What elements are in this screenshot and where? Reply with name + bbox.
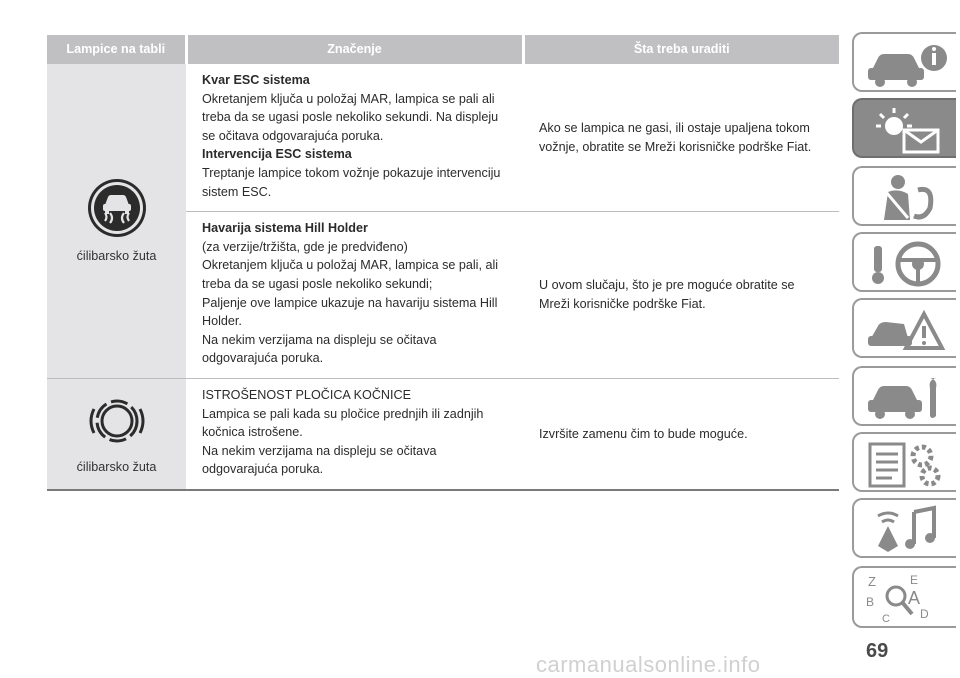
meaning-text: Okretanjem ključa u položaj MAR, lampica se pali, ali treba da se ugasi posle nekoliko sekundi; — [202, 258, 499, 291]
meaning-text: Paljenje ove lampice ukazuje na havariju sistema Hill Holder. — [202, 295, 498, 329]
header-action: Šta treba uraditi — [523, 35, 839, 64]
lamp-cell-brake-pads — [47, 378, 186, 489]
svg-text:D: D — [920, 607, 929, 621]
lamp-color-label: ćilibarsko žuta — [76, 459, 157, 474]
tab-car-info[interactable] — [852, 32, 956, 92]
meaning-cell-brake-pads — [186, 378, 523, 489]
tab-emergency[interactable] — [852, 298, 956, 358]
tab-alphabetical-index[interactable] — [852, 566, 956, 628]
maintenance-car-wrench-icon — [864, 372, 952, 424]
action-cell-hill-holder: U ovom slučaju, što je pre moguće obratite se Mreži korisničke podrške Fiat. — [523, 212, 839, 379]
svg-text:Z: Z — [868, 574, 876, 589]
svg-text:C: C — [882, 613, 890, 625]
meaning-cell-esc — [186, 64, 523, 212]
table-row — [47, 64, 839, 212]
lamp-color-label: ćilibarsko žuta — [76, 248, 157, 263]
meaning-text: Na nekim verzijama na displeju se očitava odgovarajuća poruka. — [202, 332, 437, 366]
meaning-text: Treptanje lampice tokom vožnje pokazuje intervenciju sistem ESC. — [202, 165, 501, 199]
tab-safety[interactable] — [852, 166, 956, 226]
meaning-title: Kvar ESC sistema — [202, 73, 310, 87]
action-cell-esc: Ako se lampica ne gasi, ili ostaje upaljena tokom vožnje, obratite se Mreži korisničke podrške Fiat. — [523, 64, 839, 212]
page-number: 69 — [866, 640, 889, 662]
car-info-icon — [864, 38, 952, 90]
table-row — [47, 378, 839, 489]
brake-pad-wear-icon — [86, 392, 148, 450]
tab-warning-lights[interactable] — [852, 98, 956, 158]
tab-starting-driving[interactable] — [852, 232, 956, 292]
warning-lights-table — [47, 35, 839, 491]
header-meaning: Značenje — [186, 35, 523, 64]
tab-maintenance[interactable] — [852, 366, 956, 426]
starting-driving-steering-icon — [864, 238, 952, 290]
meaning-cell-hill-holder — [186, 212, 523, 379]
meaning-title: Intervencija ESC sistema — [202, 147, 352, 162]
header-lamps: Lampice na tabli — [47, 35, 186, 64]
warning-lights-message-icon — [864, 104, 952, 156]
tab-technical-data[interactable] — [852, 432, 956, 492]
lamp-cell-esc — [47, 64, 186, 378]
alphabetical-index-search-icon — [864, 572, 952, 626]
safety-seatbelt-airbag-icon — [864, 172, 952, 224]
svg-text:E: E — [910, 573, 919, 587]
meaning-text: (za verzije/tržišta, gde je predviđeno) — [202, 239, 408, 254]
table-header-row — [47, 35, 839, 64]
meaning-text: Okretanjem ključa u položaj MAR, lampica se pali ali treba da se ugasi posle nekoliko sekundi. Na displeju se očitava odgovarajuća poruka. — [202, 91, 499, 143]
meaning-title: ISTROŠENOST PLOČICA KOČNICE — [202, 387, 412, 402]
emergency-accident-icon — [864, 304, 952, 356]
meaning-text: Lampica se pali kada su pločice prednjih ili zadnjih kočnica istrošene. — [202, 406, 484, 440]
meaning-text: Na nekim verzijama na displeju se očitava odgovarajuća poruka. — [202, 443, 437, 477]
watermark: carmanualsonline.info — [536, 652, 761, 677]
action-cell-brake-pads: Izvršite zamenu čim to bude moguće. — [523, 378, 839, 489]
technical-data-gears-icon — [864, 438, 952, 490]
meaning-title: Havarija sistema Hill Holder — [202, 221, 368, 236]
multimedia-music-icon — [864, 504, 952, 556]
svg-text:B: B — [866, 595, 875, 609]
svg-text:A: A — [908, 588, 921, 608]
esc-skidding-car-icon — [86, 177, 148, 239]
tab-multimedia[interactable] — [852, 498, 956, 558]
